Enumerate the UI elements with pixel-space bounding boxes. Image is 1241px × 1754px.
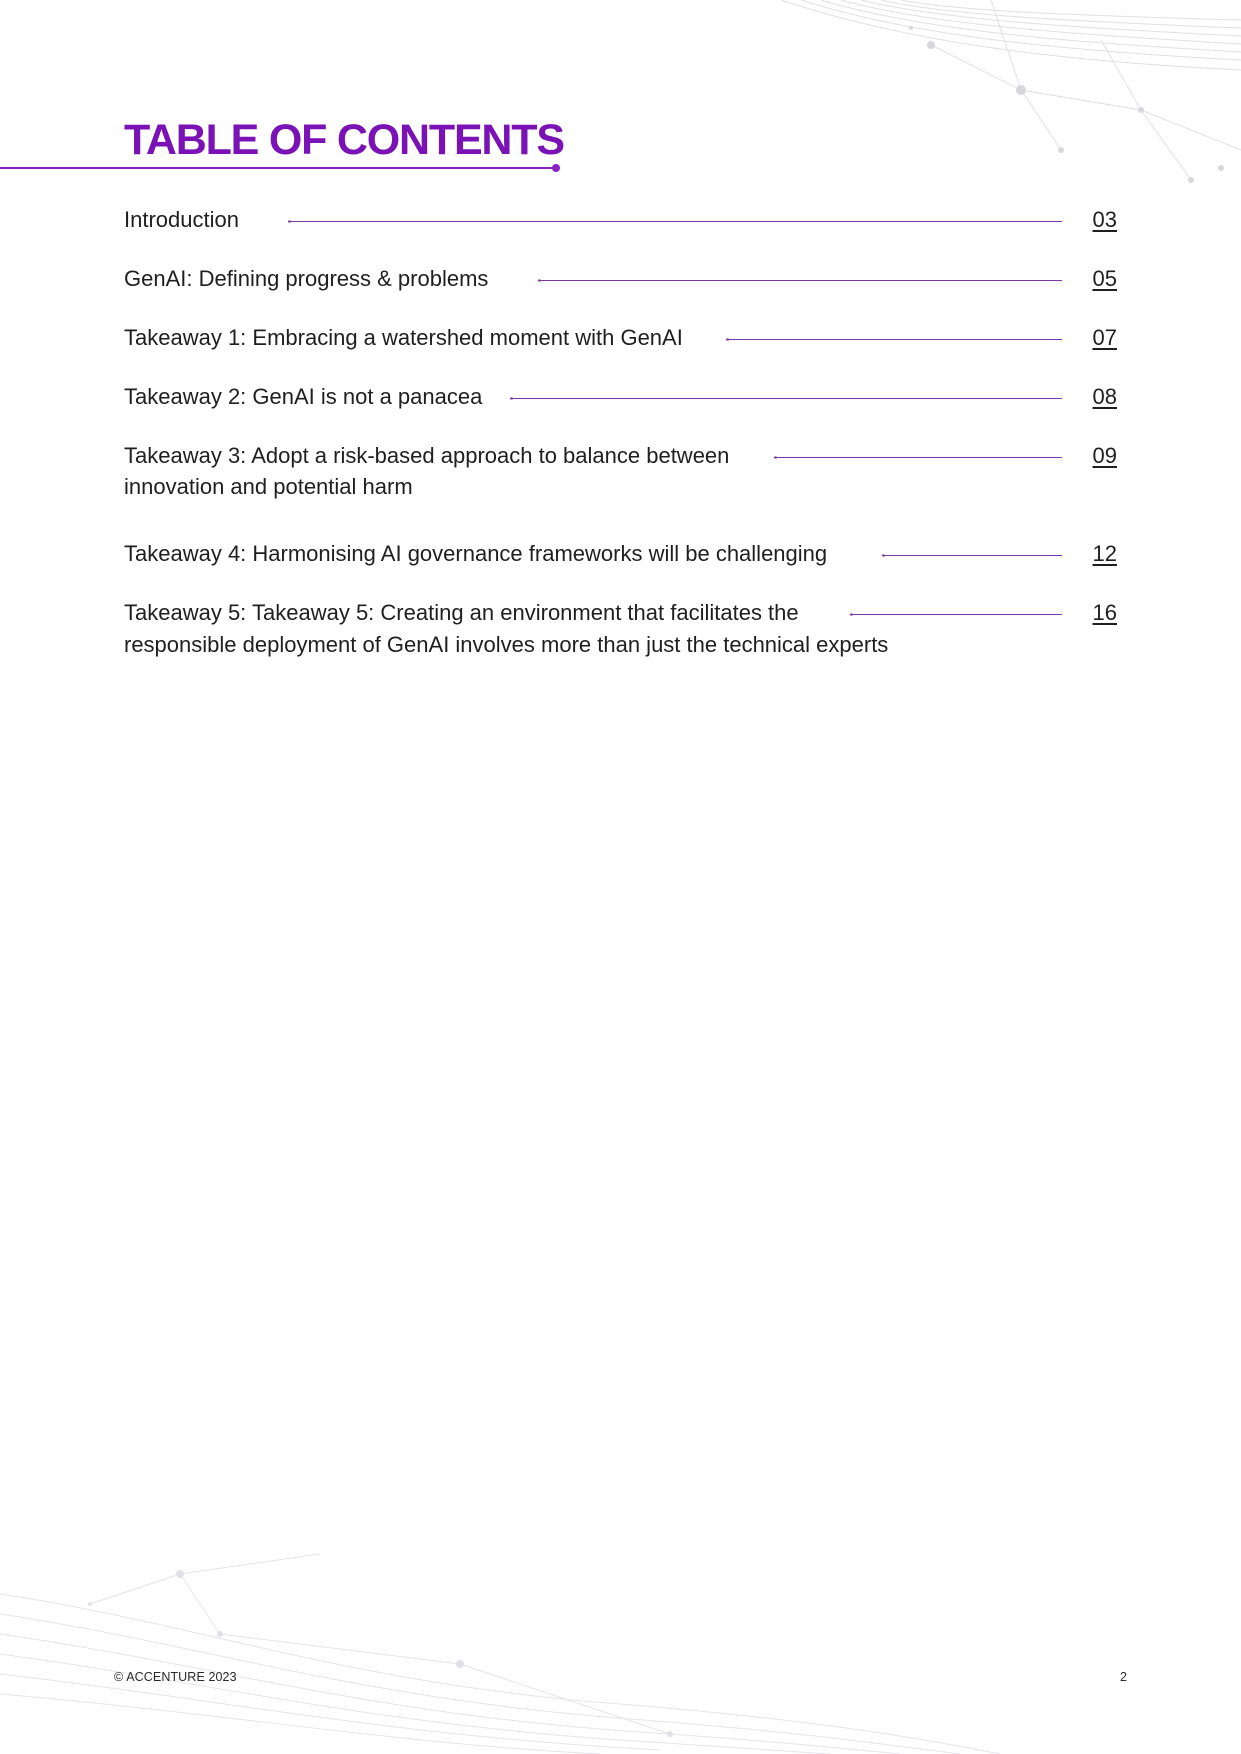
page-title: TABLE OF CONTENTS [124,116,564,164]
toc-entry-label[interactable]: Takeaway 2: GenAI is not a panacea [124,384,483,409]
toc-leader-line [850,614,1062,615]
toc-entry-label[interactable]: Takeaway 5: Takeaway 5: Creating an environment that facilitates the [124,600,799,625]
toc-page-number[interactable]: 08 [1092,384,1117,409]
toc-entry-label[interactable]: Takeaway 1: Embracing a watershed moment with GenAI [124,325,683,350]
toc-page-number[interactable]: 09 [1092,443,1117,468]
footer-copyright: © ACCENTURE 2023 [114,1670,237,1684]
toc-page-number[interactable]: 07 [1092,325,1117,350]
toc-entry-label-continued[interactable]: innovation and potential harm [124,474,413,499]
title-underline-dot [552,164,560,172]
toc-leader-line [538,280,1062,281]
toc-entry-label[interactable]: Takeaway 3: Adopt a risk-based approach to balance between [124,443,730,468]
toc-page-number[interactable]: 05 [1092,266,1117,291]
toc-leader-line [726,339,1062,340]
toc-leader-line [882,555,1062,556]
toc-entry-label[interactable]: GenAI: Defining progress & problems [124,266,489,291]
network-decoration-bottom [0,1534,1241,1754]
title-underline [0,167,556,169]
toc-page-number[interactable]: 03 [1092,207,1117,232]
toc-page-number[interactable]: 12 [1092,541,1117,566]
toc-entry-label-continued[interactable]: responsible deployment of GenAI involves more than just the technical experts [124,632,889,657]
toc-leader-line [288,221,1062,222]
toc-leader-line [510,398,1062,399]
toc-page-number[interactable]: 16 [1092,600,1117,625]
toc-leader-line [774,457,1062,458]
toc-entry-label[interactable]: Takeaway 4: Harmonising AI governance frameworks will be challenging [124,541,828,566]
toc-entry-label[interactable]: Introduction [124,207,239,232]
footer-page-number: 2 [1120,1670,1127,1684]
